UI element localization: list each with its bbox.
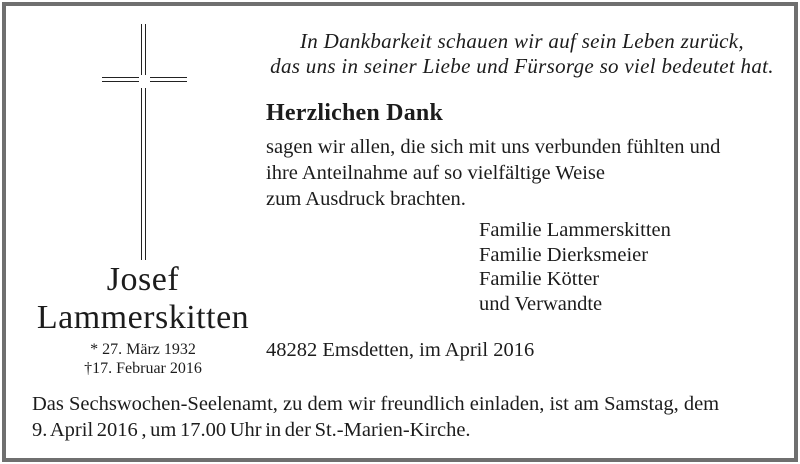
cross-vertical-bottom-segment [141,88,146,260]
birth-date: * 27. März 1932 [90,341,196,358]
service-line-1: Das Sechswochen-Seelenamt, zu dem wir freundlich einladen, ist am Samstag, dem [32,393,720,415]
mourner-family-3: Familie Kötter [479,268,600,291]
thanks-body-line-3: zum Ausdruck brachten. [266,188,466,210]
cross-horizontal-left-segment [102,77,139,82]
service-announcement [32,391,787,443]
mourner-family-4: und Verwandte [479,293,603,316]
epigraph [256,29,788,79]
thanks-heading: Herzlichen Dank [266,100,443,126]
cross-vertical-top-segment [141,24,146,75]
thanks-body [266,134,720,212]
cross-horizontal-right-segment [150,77,187,82]
mourner-family-1: Familie Lammerskitten [479,219,671,241]
deceased-first-name: Josef [106,261,180,298]
epigraph-line-1: In Dankbarkeit schauen wir auf sein Leben zurück, [300,29,744,53]
life-dates [18,340,268,378]
deceased-name-block [18,260,268,378]
place-and-date: 48282 Emsdetten, im April 2016 [266,339,535,361]
thanks-body-line-2: ihre Anteilnahme auf so vielfältige Weise [266,162,605,184]
mourner-family-2: Familie Dierksmeier [479,243,649,266]
epigraph-line-2: das uns in seiner Liebe und Fürsorge so viel bedeutet hat. [270,54,774,78]
thanks-body-line-1: sagen wir allen, die sich mit uns verbunden fühlten und [266,136,721,158]
mourners-list [479,218,671,317]
death-date: †17. Februar 2016 [84,360,202,377]
deceased-last-name: Lammerskitten [36,299,250,336]
service-line-2: 9. April 2016 , um 17.00 Uhr in der St.-Marien-Kirche. [32,419,471,441]
